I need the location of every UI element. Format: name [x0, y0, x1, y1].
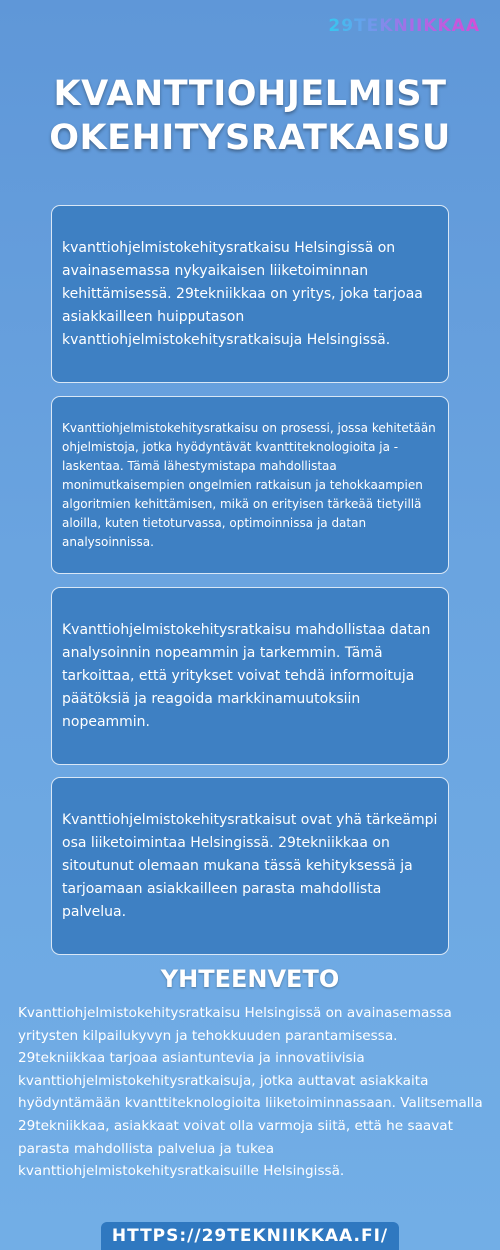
- page-title: [0, 72, 500, 160]
- info-card-commitment: [51, 777, 449, 955]
- info-card-text: kvanttiohjelmistokehitysratkaisu Helsingissä on avainasemassa nykyaikaisen liiketoiminnan kehittämisessä. 29tekniikkaa on yritys, joka tarjoaa asiakkailleen huipputason kvanttiohjelmistokehitysratkaisuja Helsingissä.: [62, 239, 423, 348]
- info-card-benefits: [51, 587, 449, 765]
- summary-body: Kvanttiohjelmistokehitysratkaisu Helsingissä on avainasemassa yritysten kilpailukyvyn ja tehokkuuden parantamisessa. 29tekniikkaa tarjoaa asiantuntevia ja innovatiivisia kvanttiohjelmistokehitysratkaisuja, jotka auttavat asiakkaita hyödyntämään kvanttiteknologioita liiketoiminnassaan. Valitsemalla 29tekniikkaa, asiakkaat voivat olla varmoja siitä, että he saavat parasta mahdollista palvelua ja tukea kvanttiohjelmistokehitysratkaisuille Helsingissä.: [18, 1005, 483, 1180]
- page-title-line-2: OKEHITYSRATKAISU: [49, 118, 451, 158]
- info-card-intro: [51, 205, 449, 383]
- info-card-text: Kvanttiohjelmistokehitysratkaisut ovat yhä tärkeämpi osa liiketoimintaa Helsingissä. 29tekniikkaa on sitoutunut olemaan mukana tässä kehityksessä ja tarjoamaan asiakkailleen parasta mahdollista palvelua.: [62, 811, 438, 920]
- summary-heading: YHTEENVETO: [160, 965, 340, 993]
- info-card-text: Kvanttiohjelmistokehitysratkaisu mahdollistaa datan analysoinnin nopeammin ja tarkemmin. Tämä tarkoittaa, että yritykset voivat tehdä informoituja päätöksiä ja reagoida markkinamuutoksiin nopeammin.: [62, 621, 431, 730]
- info-card-text: Kvanttiohjelmistokehitysratkaisu on prosessi, jossa kehitetään ohjelmistoja, jotka hyödyntävät kvanttiteknologioita ja -laskentaa. Tämä lähestymistapa mahdollistaa monimutkaisempien ongelmien ratkaisun ja tehokkaampien algoritmien kehittämisen, mikä on erityisen tärkeää tietyillä aloilla, kuten tietoturvassa, optimoinnissa ja datan analysoinnissa.: [62, 420, 436, 549]
- page-title-line-1: KVANTTIOHJELMIST: [53, 74, 447, 114]
- info-card-definition: [51, 396, 449, 574]
- website-link[interactable]: HTTPS://29TEKNIIKKAA.FI/: [101, 1222, 399, 1250]
- brand-logo: 29TEKNIIKKAA: [328, 16, 480, 36]
